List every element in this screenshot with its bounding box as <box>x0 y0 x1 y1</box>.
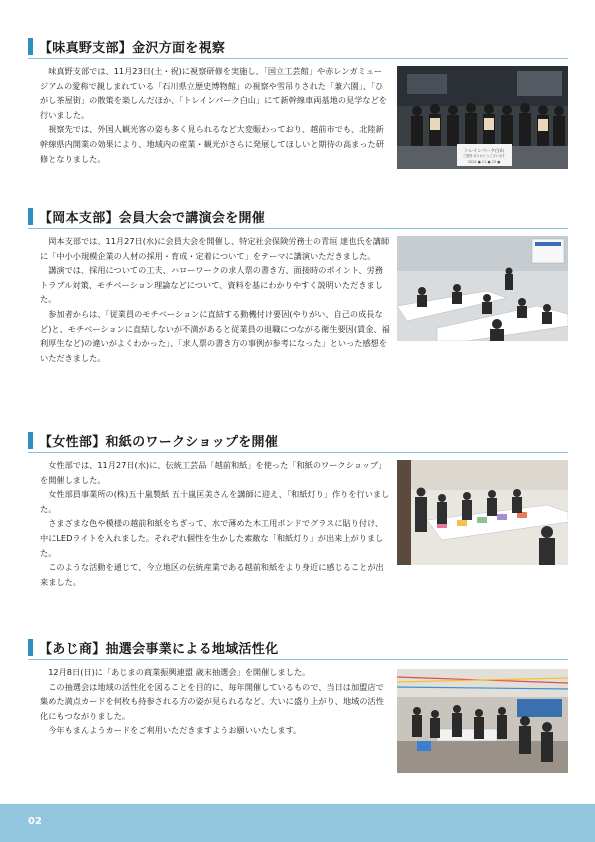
paragraph: 岡本支部では、11月27日(水)に会員大会を開催し、特定社会保険労務士の青垣 達也氏を講師に「中小小規模企業の人材の採用・育成・定着について」をテーマに講演いただきました。 <box>40 236 390 261</box>
paragraph: さまざまな色や模様の越前和紙をちぎって、水で薄めた木工用ボンドでグラスに貼り付け、中にLEDライトを入れました。それぞれ個性を生かした素敵な「和紙灯り」が出来上がりました。 <box>40 518 384 558</box>
paragraph: 女性部では、11月27日(水)に、伝統工芸品「越前和紙」を使った「和紙のワークショップ」を開催しました。 <box>40 460 387 485</box>
heading-accent-bar <box>28 639 33 656</box>
section-title: 【女性部】和紙のワークショップを開催 <box>39 435 279 450</box>
lecture-photo <box>397 236 568 341</box>
photo-sign-subtext: ご視察 ありがとうございます <box>462 154 506 158</box>
section-title: 【あじ商】抽選会事業による地域活性化 <box>39 642 279 657</box>
section-body <box>40 665 390 738</box>
paragraph: この抽選会は地域の活性化を図ることを目的に、毎年開催しているもので、当日は加盟店で集めた満点カードを何枚も持参される方の姿が見られるなど、大いに盛り上がり、地域の活性化にもつながりました。 <box>40 681 384 721</box>
page-number: 02 <box>28 816 42 827</box>
section-title: 【岡本支部】会員大会で講演会を開催 <box>39 211 266 226</box>
lottery-photo <box>397 669 568 773</box>
section-heading <box>28 36 568 59</box>
paragraph: 味真野支部では、11月23日(土・祝)に視察研修を実施し、「国立工芸館」や赤レンガミュージアムの愛称で親しまれている「石川県立歴史博物館」の視察や雪吊りされた「兼六園」、「ひがし茶屋街」の散策を楽しんだほか、「トレインパーク白山」にて新幹線車両基地の見学などを行いました。 <box>40 66 387 120</box>
section-body <box>40 234 390 365</box>
section-body <box>40 64 390 166</box>
paragraph: 12月8日(日)に「あじまの商業振興連盟 歳末抽選会」を開催しました。 <box>48 667 311 677</box>
section-heading <box>28 637 568 660</box>
paragraph: 視察先では、外国人観光客の姿も多く見られるなど大変賑わっており、越前市でも、北陸新幹線県内開業の効果により、地域内の産業・観光がさらに発展してほしいと期待の高まった研修となりました。 <box>40 124 384 164</box>
workshop-photo <box>397 460 568 565</box>
photo-date-text: 2024 ● 11 ● 23 ● <box>467 160 501 164</box>
heading-accent-bar <box>28 208 33 225</box>
section-heading <box>28 206 568 229</box>
paragraph: このような活動を通じて、今立地区の伝統産業である越前和紙をより身近に感じることが出来ました。 <box>40 562 384 587</box>
paragraph: 今年もまんようカードをご利用いただきますようお願いいたします。 <box>48 725 302 736</box>
paragraph: 参加者からは、「従業員のモチベーションに直結する動機付け要因(やりがい、自己の成長など)と、モチベーションに直結しないが不満があると従業員の退職につながる衛生要因(賃金、福利厚生など)の違いがよくわかった」、「求人票の書き方の事例が参考になった」といった感想をいただきました。 <box>40 308 390 363</box>
section-ajimano <box>28 36 568 176</box>
section-heading <box>28 430 568 453</box>
section-okamoto <box>28 206 568 396</box>
heading-accent-bar <box>28 38 33 55</box>
section-title: 【味真野支部】金沢方面を視察 <box>39 41 226 56</box>
heading-accent-bar <box>28 432 33 449</box>
paragraph: 講演では、採用についての工夫、ハローワークの求人票の書き方、面接時のポイント、労務トラブル対策、モチベーション理論などについて、資料を基にわかりやすく説明いただきました。 <box>40 265 383 305</box>
paragraph: 女性部員事業所の(株)五十嵐製紙 五十嵐匡美さんを講師に迎え、「和紙灯り」作りを行いました。 <box>40 489 390 514</box>
photo-sign-text: トレインパーク白山 <box>464 149 504 154</box>
page-footer <box>0 804 595 842</box>
group-photo <box>397 66 568 169</box>
section-ajisho <box>28 637 568 787</box>
section-body <box>40 458 390 589</box>
section-womens <box>28 430 568 610</box>
